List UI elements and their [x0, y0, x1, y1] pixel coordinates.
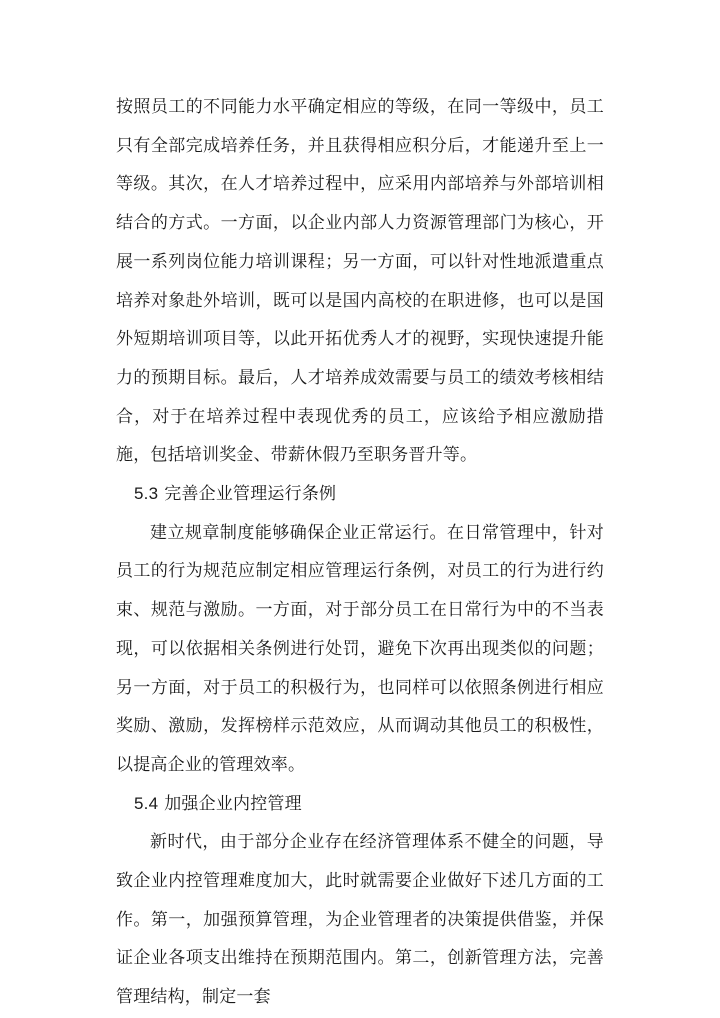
body-paragraph-1: 按照员工的不同能力水平确定相应的等级，在同一等级中，员工只有全部完成培养任务，并且获得相应积分后，才能递升至上一等级。其次，在人才培养过程中，应采用内部培养与外部培训相结合的方式。一方面，以企业内部人力资源管理部门为核心，开展一系列岗位能力培训课程；另一方面，可以针对性地派遣重点培养对象赴外培训，既可以是国内高校的在职进修，也可以是国外短期培训项目等，以此开拓优秀人才的视野，实现快速提升能力的预期目标。最后，人才培养成效需要与员工的绩效考核相结合，对于在培养过程中表现优秀的员工，应该给予相应激励措施，包括培训奖金、带薪休假乃至职务晋升等。: [116, 97, 604, 466]
section-number: 5.3: [134, 484, 159, 504]
document-page: [116, 88, 604, 1017]
section-heading-5-4: [116, 785, 604, 824]
section-title: 完善企业管理运行条例: [164, 484, 337, 505]
section-heading-5-3: [116, 475, 604, 514]
section-number: 5.4: [134, 793, 159, 813]
body-paragraph-3: 新时代，由于部分企业存在经济管理体系不健全的问题，导致企业内控管理难度加大，此时就需要企业做好下述几方面的工作。第一，加强预算管理，为企业管理者的决策提供借鉴，并保证企业各项支出维持在预期范围内。第二，创新管理方法，完善管理结构，制定一套: [116, 832, 604, 1008]
section-title: 加强企业内控管理: [164, 793, 302, 814]
body-paragraph-2: 建立规章制度能够确保企业正常运行。在日常管理中，针对员工的行为规范应制定相应管理运行条例，对员工的行为进行约束、规范与激励。一方面，对于部分员工在日常行为中的不当表现，可以依据相关条例进行处罚，避免下次再出现类似的问题；另一方面，对于员工的积极行为，也同样可以依照条例进行相应奖励、激励，发挥榜样示范效应，从而调动其他员工的积极性，以提高企业的管理效率。: [116, 522, 604, 775]
